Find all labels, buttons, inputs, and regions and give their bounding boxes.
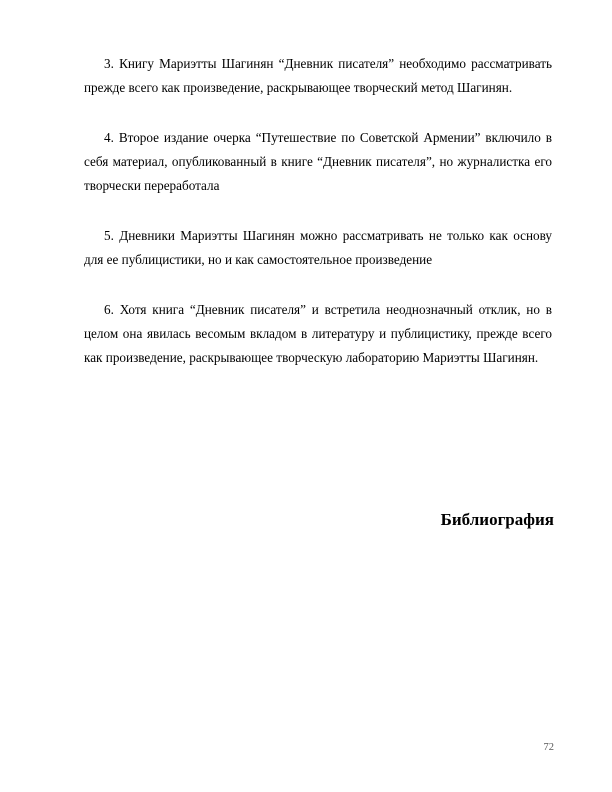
list-item-number: 6. bbox=[104, 302, 114, 317]
list-item-text: Дневники Мариэтты Шагинян можно рассматривать не только как основу для ее публицистики, но и как самостоятельное произведение bbox=[84, 228, 552, 267]
list-item-text: Хотя книга “Дневник писателя” и встретила неоднозначный отклик, но в целом она явилась весомым вкладом в литературу и публицистику, прежде всего как произведение, раскрывающее творческую лабораторию Мариэтты Шагинян. bbox=[84, 302, 552, 365]
list-item bbox=[84, 52, 552, 100]
list-item-number: 5. bbox=[104, 228, 114, 243]
page-number: 72 bbox=[543, 742, 554, 753]
list-item bbox=[84, 126, 552, 198]
list-item-text: Второе издание очерка “Путешествие по Советской Армении” включило в себя материал, опубликованный в книге “Дневник писателя”, но журналистка его творчески переработала bbox=[84, 130, 552, 193]
list-item-number: 3. bbox=[104, 56, 114, 71]
list-item-text: Книгу Мариэтты Шагинян “Дневник писателя” необходимо рассматривать прежде всего как произведение, раскрывающее творческий метод Шагинян. bbox=[84, 56, 552, 95]
conclusions-list bbox=[84, 52, 552, 396]
list-item bbox=[84, 224, 552, 272]
list-item bbox=[84, 298, 552, 370]
list-item-number: 4. bbox=[104, 130, 114, 145]
bibliography-heading: Библиография bbox=[440, 510, 554, 529]
